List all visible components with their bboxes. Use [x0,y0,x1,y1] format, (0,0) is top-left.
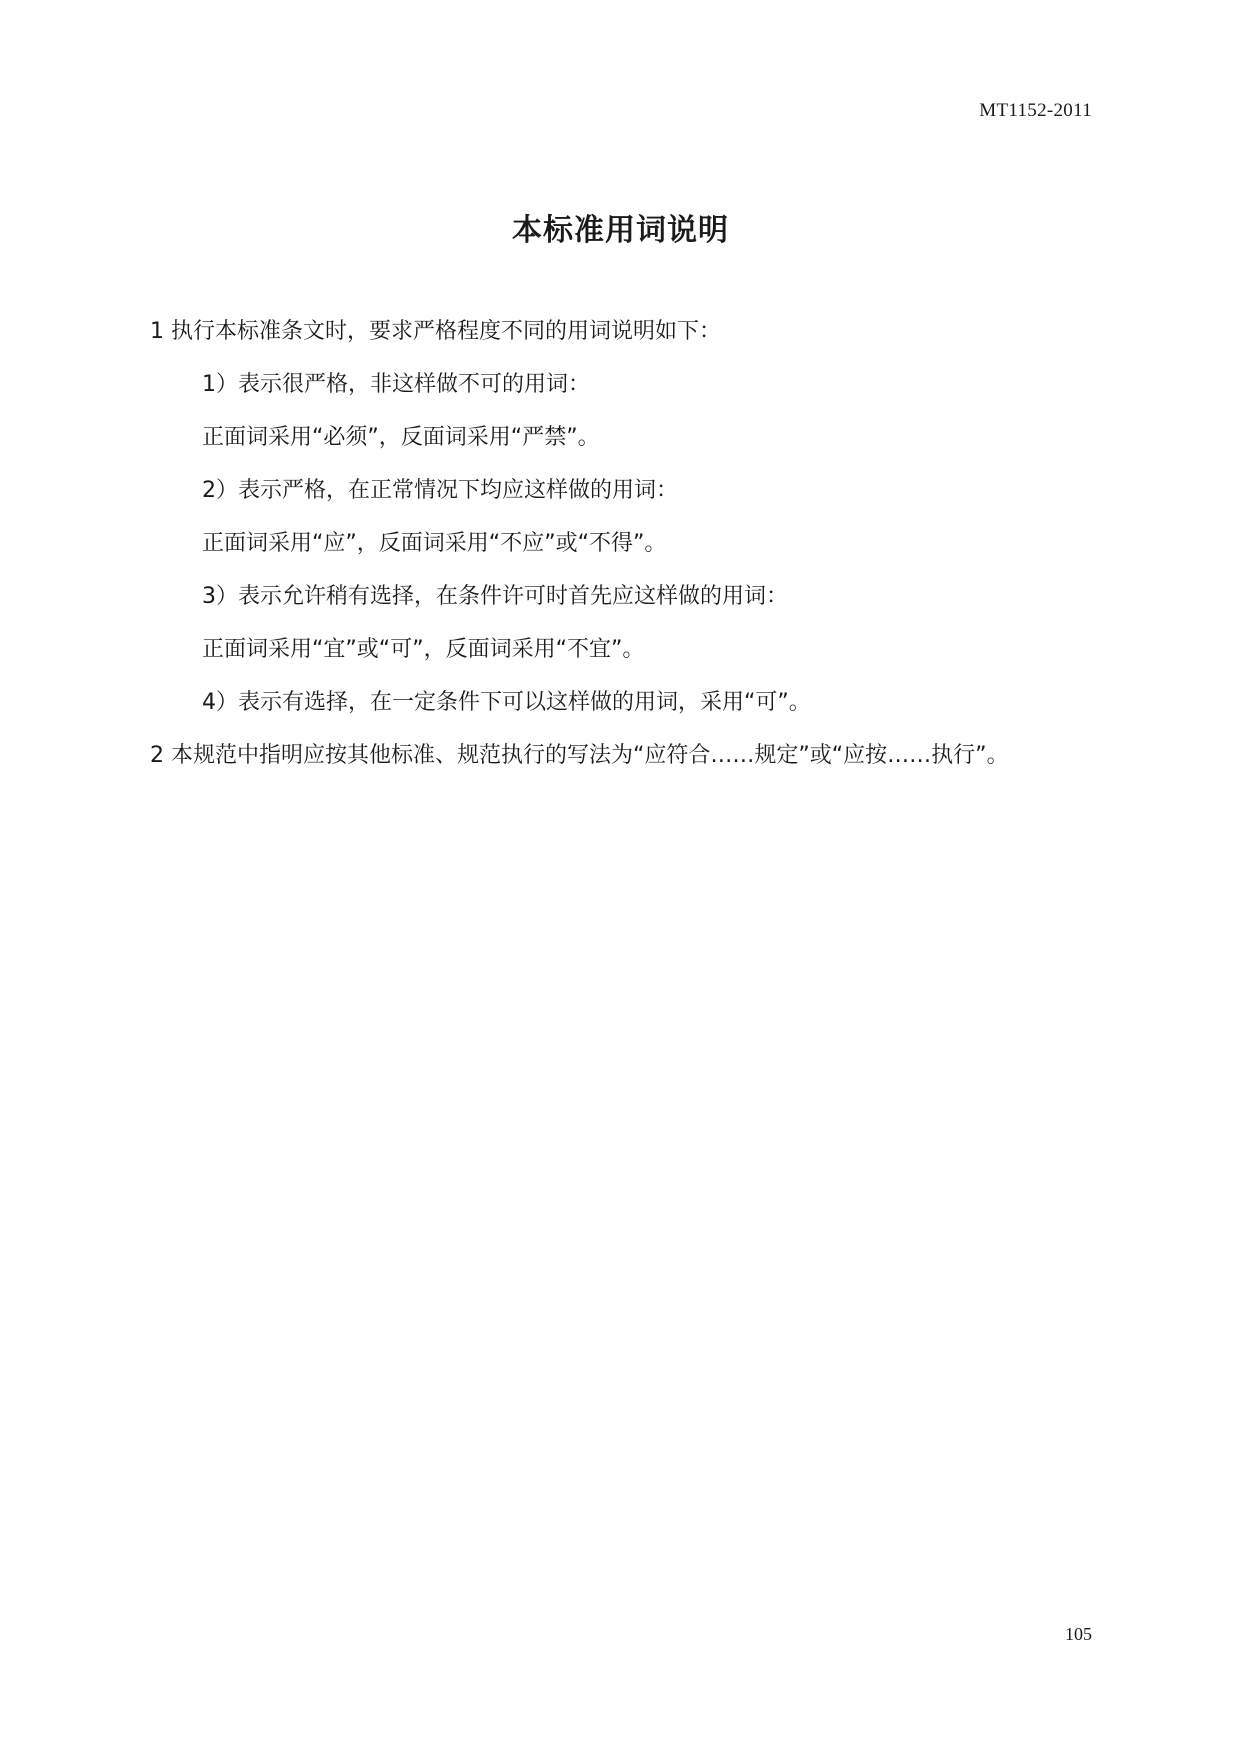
document-body [150,305,1094,782]
clause-1-item-2-heading: 2）表示严格，在正常情况下均应这样做的用词： [202,478,678,503]
clause-1-item-1-heading: 1）表示很严格，非这样做不可的用词： [202,372,590,397]
clause-1-intro: 1 执行本标准条文时，要求严格程度不同的用词说明如下： [150,319,721,344]
clause-1-item-3-detail: 正面词采用“宜”或“可”，反面词采用“不宜”。 [202,637,645,662]
clause-1-item-2-detail: 正面词采用“应”，反面词采用“不应”或“不得”。 [202,531,667,556]
page-number: 105 [1065,1624,1092,1644]
standard-code: MT1152-2011 [979,100,1092,121]
page-title: 本标准用词说明 [512,213,729,248]
clause-1-item-1-detail: 正面词采用“必须”，反面词采用“严禁”。 [202,425,600,450]
clause-1-item-3-heading: 3）表示允许稍有选择，在条件许可时首先应这样做的用词： [202,584,788,609]
clause-2-text: 2 本规范中指明应按其他标准、规范执行的写法为“应符合……规定”或“应按……执行”。 [150,743,1009,768]
clause-1-item-4-heading: 4）表示有选择，在一定条件下可以这样做的用词，采用“可”。 [202,690,811,715]
